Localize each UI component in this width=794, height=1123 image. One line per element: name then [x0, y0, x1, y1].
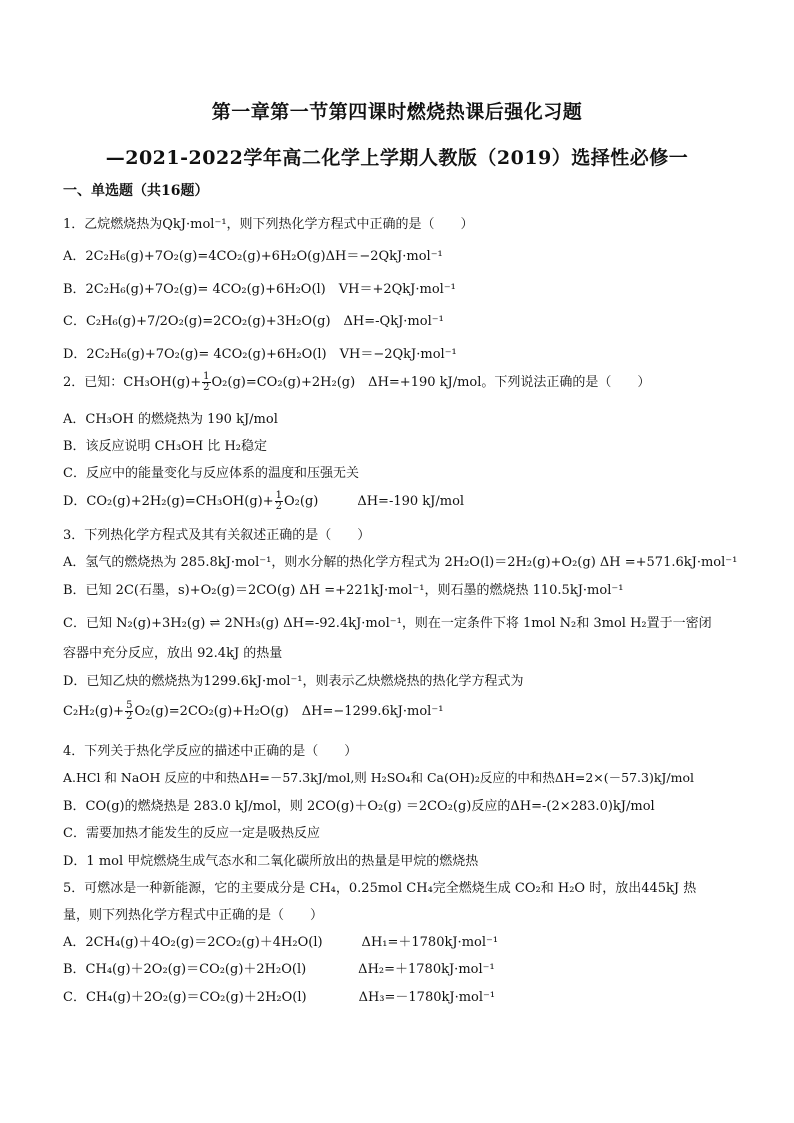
q2-option-d-post: O₂(g) ΔH=-190 kJ/mol — [284, 494, 465, 509]
q2-stem-pre: 2．已知：CH₃OH(g)+ — [63, 375, 202, 390]
q2-d-frac-den: 2 — [275, 501, 282, 512]
q3-d-frac-den: 2 — [126, 711, 133, 722]
q5-option-a: A．2CH₄(g)＋4O₂(g)＝2CO₂(g)＋4H₂O(l) ΔH₁=＋1780kJ·mol⁻¹ — [63, 935, 499, 950]
q1-option-a: A．2C₂H₆(g)+7O₂(g)=4CO₂(g)+6H₂O(g)ΔH＝−2QkJ·mol⁻¹ — [63, 249, 443, 264]
q4-stem: 4．下列关于热化学反应的描述中正确的是（ ） — [63, 744, 358, 759]
q2-option-c: C．反应中的能量变化与反应体系的温度和压强无关 — [63, 466, 359, 481]
q2-option-d — [63, 490, 464, 512]
q2-option-d-pre: D．CO₂(g)+2H₂(g)=CH₃OH(g)+ — [63, 494, 274, 509]
q2-option-a: A．CH₃OH 的燃烧热为 190 kJ/mol — [63, 412, 278, 427]
q2-frac-den: 2 — [203, 382, 210, 393]
q3-option-c-line2: 容器中充分反应，放出 92.4kJ 的热量 — [63, 646, 283, 661]
q2-d-frac-num: 1 — [275, 490, 282, 501]
q1-option-b: B．2C₂H₆(g)+7O₂(g)= 4CO₂(g)+6H₂O(l) VH＝+2QkJ·mol⁻¹ — [63, 282, 456, 297]
q4-option-d: D．1 mol 甲烷燃烧生成气态水和二氧化碳所放出的热量是甲烷的燃烧热 — [63, 854, 479, 869]
q2-option-b: B．该反应说明 CH₃OH 比 H₂稳定 — [63, 439, 267, 454]
q5-option-c: C．CH₄(g)＋2O₂(g)＝CO₂(g)＋2H₂O(l) ΔH₃=－1780kJ·mol⁻¹ — [63, 990, 496, 1005]
q2-stem — [63, 371, 650, 393]
q2-frac-num: 1 — [203, 371, 210, 382]
section-heading: 一、单选题（共16题） — [63, 183, 209, 199]
doc-title-line1: 第一章第一节第四课时燃烧热课后强化习题 — [211, 101, 583, 123]
q4-option-b: B．CO(g)的燃烧热是 283.0 kJ/mol，则 2CO(g)＋O₂(g) ＝2CO₂(g)反应的ΔH=-(2×283.0)kJ/mol — [63, 799, 655, 814]
q4-option-c: C．需要加热才能发生的反应一定是吸热反应 — [63, 826, 320, 841]
q3-stem: 3．下列热化学方程式及其有关叙述正确的是（ ） — [63, 528, 371, 543]
q3-d-pre: C₂H₂(g)+ — [63, 704, 125, 719]
q3-option-c-line1: C．已知 N₂(g)+3H₂(g) ⇌ 2NH₃(g) ΔH=-92.4kJ·mol⁻¹，则在一定条件下将 1mol N₂和 3mol H₂置于一密闭 — [63, 616, 712, 631]
q3-option-a: A．氢气的燃烧热为 285.8kJ·mol⁻¹，则水分解的热化学方程式为 2H₂O(l)＝2H₂(g)+O₂(g) ΔH =+571.6kJ·mol⁻¹ — [63, 555, 738, 570]
q3-d-frac-num: 5 — [126, 700, 133, 711]
q1-option-d: D．2C₂H₆(g)+7O₂(g)= 4CO₂(g)+6H₂O(l) VH＝−2QkJ·mol⁻¹ — [63, 347, 457, 362]
q5-stem-line1: 5．可燃冰是一种新能源，它的主要成分是 CH₄，0.25mol CH₄完全燃烧生成 CO₂和 H₂O 时，放出445kJ 热 — [63, 881, 697, 896]
q5-option-b: B．CH₄(g)＋2O₂(g)＝CO₂(g)＋2H₂O(l) ΔH₂=＋1780kJ·mol⁻¹ — [63, 962, 495, 977]
q4-option-a: A.HCl 和 NaOH 反应的中和热ΔH=－57.3kJ/mol,则 H₂SO₄和 Ca(OH)₂反应的中和热ΔH=2×(－57.3)kJ/mol — [63, 770, 695, 785]
q5-stem-line2: 量，则下列热化学方程式中正确的是（ ） — [63, 908, 324, 923]
q1-stem: 1．乙烷燃烧热为QkJ·mol⁻¹，则下列热化学方程式中正确的是（ ） — [63, 217, 474, 232]
q2-d-fraction — [275, 491, 283, 512]
q3-d-fraction — [125, 701, 133, 722]
q3-option-d-line2 — [63, 700, 443, 722]
q3-option-b: B．已知 2C(石墨，s)+O₂(g)＝2CO(g) ΔH =+221kJ·mol⁻¹，则石墨的燃烧热 110.5kJ·mol⁻¹ — [63, 583, 624, 598]
q3-option-d-line1: D．已知乙炔的燃烧热为1299.6kJ·mol⁻¹，则表示乙炔燃烧热的热化学方程式为 — [63, 674, 524, 689]
doc-title-line2: —2021-2022学年高二化学上学期人教版（2019）选择性必修一 — [105, 147, 689, 169]
q2-fraction — [202, 372, 210, 393]
q3-d-post: O₂(g)=2CO₂(g)+H₂O(g) ΔH=−1299.6kJ·mol⁻¹ — [134, 704, 444, 719]
q2-stem-post: O₂(g)=CO₂(g)+2H₂(g) ΔH=+190 kJ/mol。下列说法正确的是（ ） — [211, 375, 651, 390]
q1-option-c: C．C₂H₆(g)+7/2O₂(g)=2CO₂(g)+3H₂O(g) ΔH=-QkJ·mol⁻¹ — [63, 314, 444, 329]
